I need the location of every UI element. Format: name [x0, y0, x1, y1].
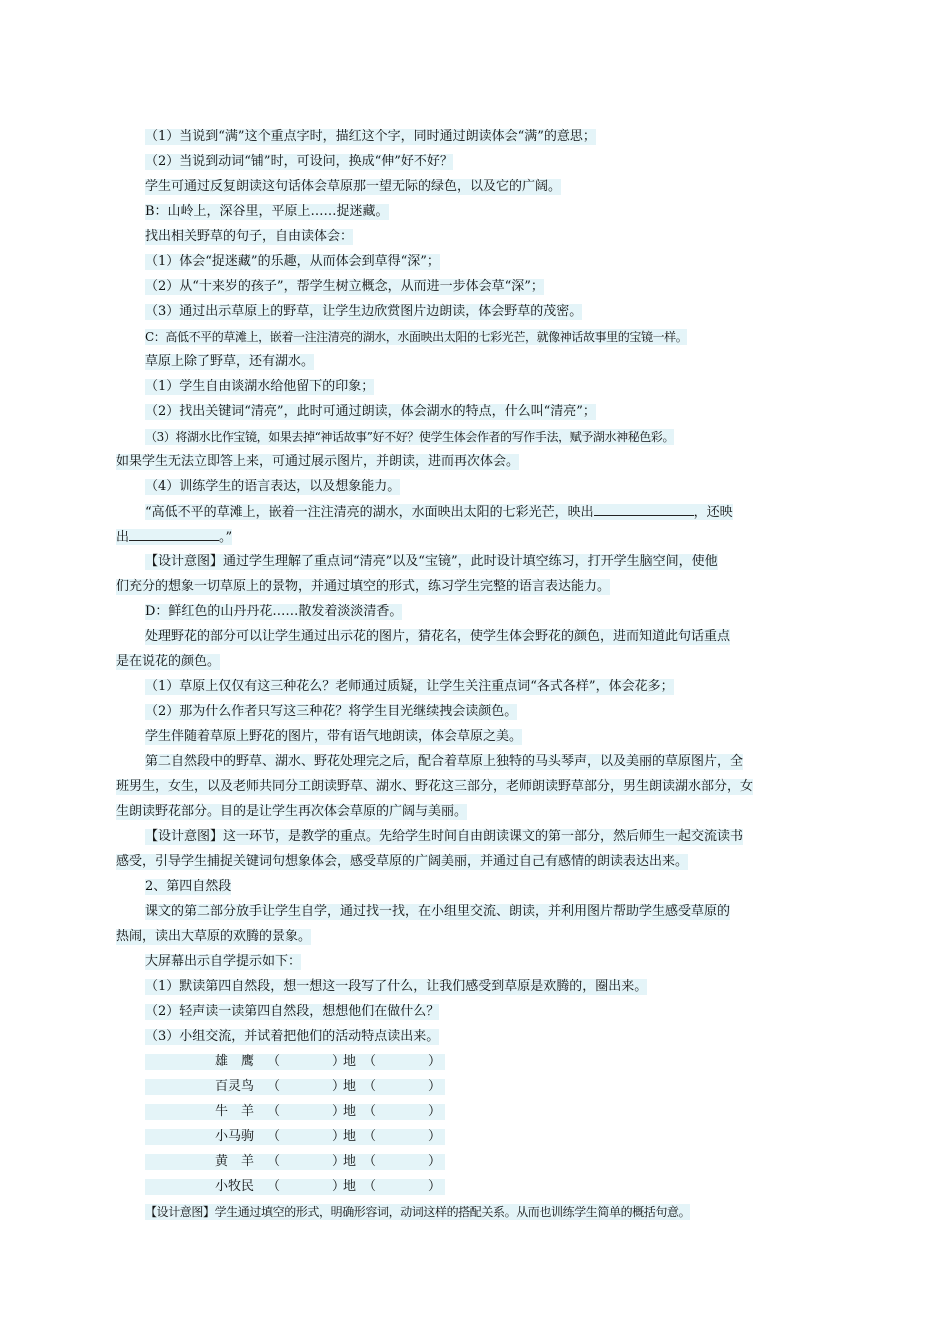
row-name: 小牧民 [215, 1179, 255, 1194]
fill-text: 。” [219, 530, 233, 545]
text-line: （1）默读第四自然段，想一想这一段写了什么，让我们感受到草原是欢腾的，圈出来。 [145, 979, 648, 994]
blank-paren: （ ） [267, 1054, 346, 1069]
text-line: 们充分的想象一切草原上的景物，并通过填空的形式，练习学生完整的语言表达能力。 [116, 579, 611, 594]
table-row [145, 1154, 445, 1170]
text-line: 班男生，女生，以及老师共同分工朗读野草、湖水、野花这三部分，老师朗读野草部分，男生朗读湖水部分，女 [116, 779, 754, 794]
fill-text: 出 [116, 530, 130, 545]
text-line: 是在说花的颜色。 [116, 654, 221, 669]
blank-paren: （ ） [267, 1154, 346, 1169]
blank-paren: （ ） [363, 1079, 442, 1094]
text-line: 生朗读野花部分。目的是让学生再次体会草原的广阔与美丽。 [116, 804, 468, 819]
table-row [145, 1079, 445, 1095]
table-row [145, 1054, 445, 1070]
blank-paren: （ ） [267, 1129, 346, 1144]
blank-paren: （ ） [363, 1179, 442, 1194]
blank-paren: （ ） [363, 1154, 442, 1169]
fill-blank [129, 529, 219, 541]
blank-paren: （ ） [363, 1129, 442, 1144]
section-heading: 2、第四自然段 [145, 879, 232, 894]
text-line: （2）找出关键词“清亮”，此时可通过朗读，体会湖水的特点，什么叫“清亮”； [145, 404, 596, 419]
fill-text: “高低不平的草滩上，嵌着一注注清亮的湖水，水面映出太阳的七彩光芒，映出 [145, 505, 594, 520]
table-row [145, 1179, 445, 1195]
row-name: 百灵鸟 [215, 1079, 255, 1094]
text-line: （1）体会“捉迷藏”的乐趣，从而体会到草得“深”； [145, 254, 440, 269]
blank-paren: （ ） [267, 1104, 346, 1119]
text-line: 找出相关野草的句子，自由读体会： [145, 229, 354, 244]
fill-text: ，还映 [693, 505, 733, 520]
table-row [145, 1104, 445, 1120]
text-line: （3）小组交流，并试着把他们的活动特点读出来。 [145, 1029, 440, 1044]
text-line: （2）那为什么作者只写这三种花？将学生目光继续拽会读颜色。 [145, 704, 518, 719]
fill-in-line [116, 529, 232, 545]
text-line: 草原上除了野草，还有湖水。 [145, 354, 315, 369]
text-line: （1）草原上仅仅有这三种花么？老师通过质疑，让学生关注重点词“各式各样”，体会花多； [145, 679, 674, 694]
text-line: 学生可通过反复朗读这句话体会草原那一望无际的绿色，以及它的广阔。 [145, 179, 562, 194]
text-line: 第二自然段中的野草、湖水、野花处理完之后，配合着草原上独特的马头琴声，以及美丽的草原图片，全 [145, 754, 744, 769]
text-line: 【设计意图】这一环节，是教学的重点。先给学生时间自由朗读课文的第一部分，然后师生一起交流读书 [145, 829, 744, 844]
row-name: 雄 鹰 [215, 1054, 255, 1069]
blank-paren: （ ） [267, 1079, 346, 1094]
text-line: （2）从“十来岁的孩子”，帮学生树立概念，从而进一步体会草“深”； [145, 279, 544, 294]
row-di: 地 [343, 1154, 357, 1169]
fill-blank [594, 504, 694, 516]
text-line: 处理野花的部分可以让学生通过出示花的图片，猜花名，使学生体会野花的颜色，进而知道此句话重点 [145, 629, 731, 644]
text-line: 大屏幕出示自学提示如下： [145, 954, 302, 969]
row-di: 地 [343, 1179, 357, 1194]
text-line: 热闹，读出大草原的欢腾的景象。 [116, 929, 312, 944]
row-name: 黄 羊 [215, 1154, 255, 1169]
row-di: 地 [343, 1129, 357, 1144]
row-di: 地 [343, 1054, 357, 1069]
row-name: 小马驹 [215, 1129, 255, 1144]
table-row [145, 1129, 445, 1145]
text-line: （2）轻声读一读第四自然段，想想他们在做什么？ [145, 1004, 440, 1019]
text-line: 【设计意图】学生通过填空的形式，明确形容词，动词这样的搭配关系。从而也训练学生简单的概括句意。 [145, 1205, 691, 1219]
row-di: 地 [343, 1079, 357, 1094]
text-line: 学生伴随着草原上野花的图片，带有语气地朗读，体会草原之美。 [145, 729, 523, 744]
text-line: 如果学生无法立即答上来，可通过展示图片，并朗读，进而再次体会。 [116, 454, 520, 469]
text-line: 感受，引导学生捕捉关键词句想象体会，感受草原的广阔美丽，并通过自己有感情的朗读表达出来。 [116, 854, 689, 869]
text-line: B：山岭上，深谷里，平原上……捉迷藏。 [145, 204, 389, 219]
text-line: （2）当说到动词“铺”时，可设问，换成“伸”好不好？ [145, 154, 453, 169]
text-line: D：鲜红色的山丹丹花……散发着淡淡清香。 [145, 604, 403, 619]
text-line: （1）学生自由谈湖水给他留下的印象； [145, 379, 375, 394]
text-line: 课文的第二部分放手让学生自学，通过找一找，在小组里交流、朗读，并利用图片帮助学生感受草原的 [145, 904, 731, 919]
text-line: （4）训练学生的语言表达，以及想象能力。 [145, 479, 401, 494]
blank-paren: （ ） [363, 1104, 442, 1119]
row-di: 地 [343, 1104, 357, 1119]
blank-paren: （ ） [267, 1179, 346, 1194]
text-line: （3）将湖水比作宝镜，如果去掉“神话故事”好不好？使学生体会作者的写作手法，赋予湖水神秘色彩。 [145, 430, 675, 444]
fill-in-line [145, 504, 733, 520]
text-line: （3）通过出示草原上的野草，让学生边欣赏图片边朗读，体会野草的茂密。 [145, 304, 583, 319]
text-line: （1）当说到“满”这个重点字时，描红这个字，同时通过朗读体会“满”的意思； [145, 129, 596, 144]
text-line: 【设计意图】通过学生理解了重点词“清亮”以及“宝镜”，此时设计填空练习，打开学生脑空间，使他 [145, 554, 718, 569]
row-name: 牛 羊 [215, 1104, 255, 1119]
text-line: C：高低不平的草滩上，嵌着一注注清亮的湖水，水面映出太阳的七彩光芒，就像神话故事里的宝镜一样。 [145, 330, 688, 344]
blank-paren: （ ） [363, 1054, 442, 1069]
